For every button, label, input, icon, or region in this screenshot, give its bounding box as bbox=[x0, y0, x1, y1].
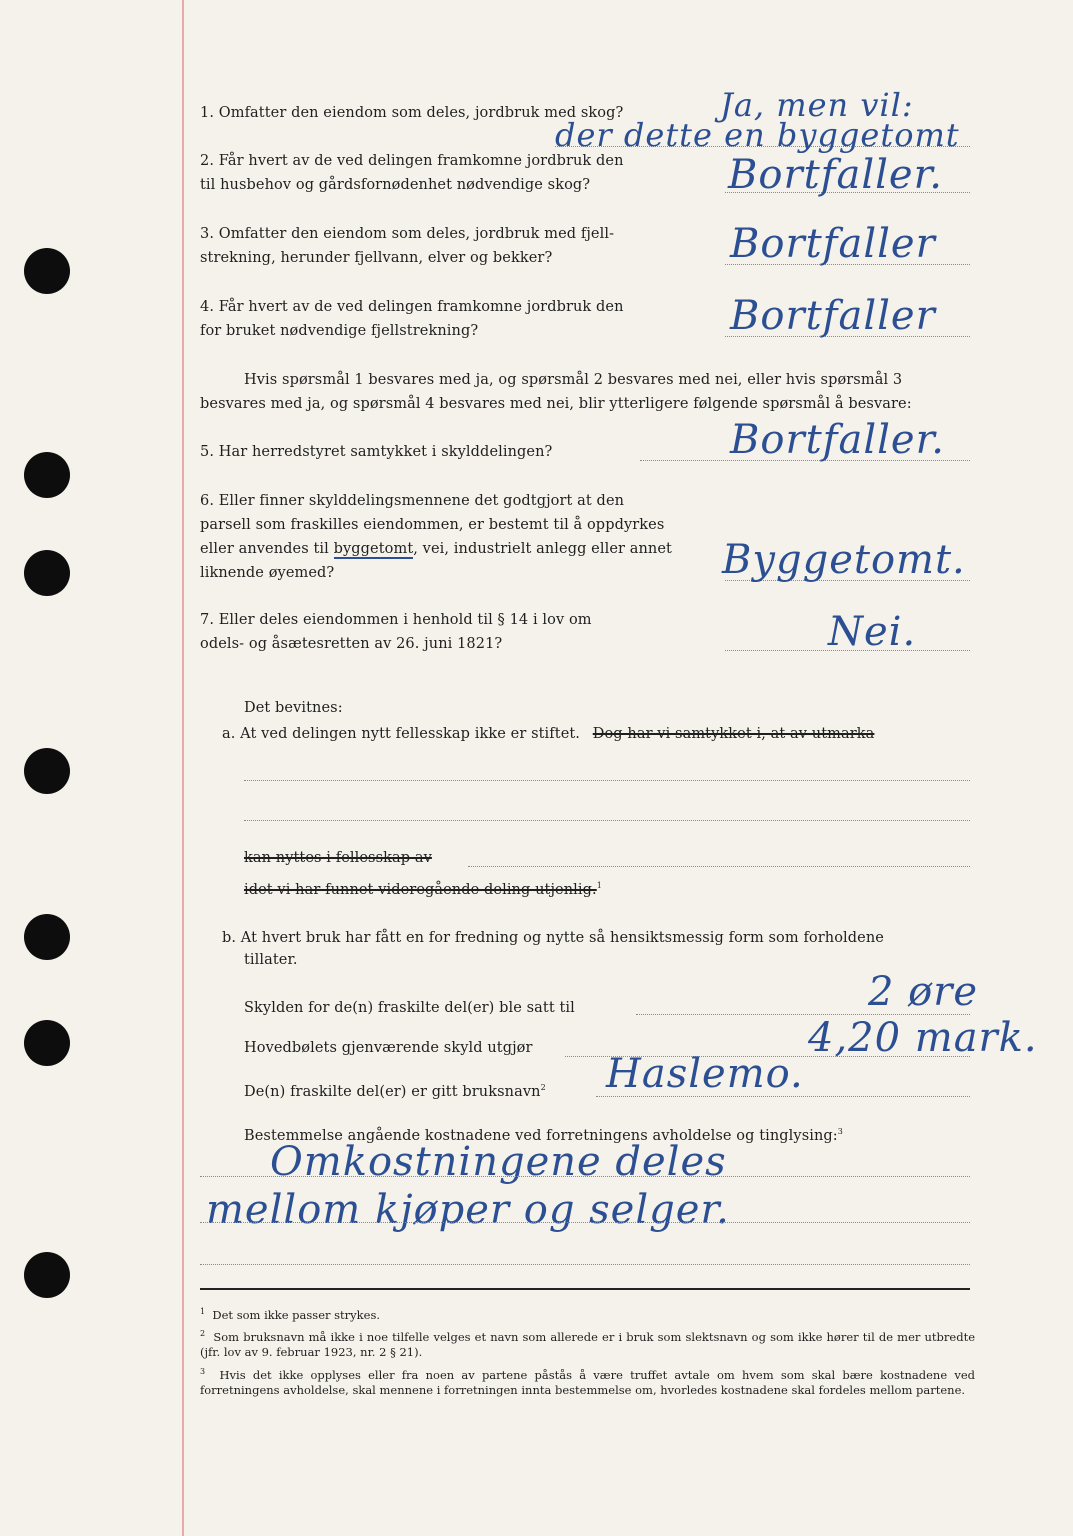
footnote-3: $^3$ Hvis det ikke opplyses eller fra noen av partene påstås å være truffet avtale om hvem som skal bære kostnadene ved forretningens avholdelse, skal mennene i forretningen innta bestemmelse om, hvorledes kostnadene skal fordeles mellom partene. bbox=[200, 1367, 976, 1397]
answer-3: Bortfaller bbox=[730, 221, 936, 267]
question-4: 4. Får hvert av de ved delingen framkomne jordbruk den for bruket nødvendige fjellstrekning? bbox=[200, 299, 624, 339]
attest-b-line-1: b. At hvert bruk har fått en for fredning og nytte så hensiktsmessig form som forholdene bbox=[222, 930, 884, 946]
underlined-byggetomt: byggetomt bbox=[333, 541, 414, 557]
struck-line-2: kan nyttes i fellesskap av bbox=[244, 850, 432, 866]
navn-label: De(n) fraskilte del(er) er gitt bruksnavn$^2$ bbox=[244, 1083, 546, 1100]
instruction-line-1: Hvis spørsmål 1 besvares med ja, og spørsmål 2 besvares med nei, eller hvis spørsmål 3 bbox=[244, 372, 903, 388]
skyld-label: Skylden for de(n) fraskilte del(er) ble satt til bbox=[244, 1000, 575, 1016]
blank-line bbox=[244, 780, 970, 781]
skyld-value: 2 øre bbox=[868, 969, 979, 1015]
answer-2: Bortfaller. bbox=[728, 152, 944, 198]
margin-line bbox=[182, 0, 184, 1536]
punch-hole bbox=[24, 748, 70, 794]
punch-hole bbox=[24, 1020, 70, 1066]
kost-value-line-1: Omkostningene deles bbox=[270, 1139, 727, 1185]
blank-line bbox=[468, 866, 970, 867]
struck-line-3: idet vi har funnet videregående deling utjenlig.$^1$ bbox=[244, 881, 602, 898]
footnote-1: $^1$ Det som ikke passer strykes. bbox=[200, 1307, 380, 1322]
attest-heading: Det bevitnes: bbox=[244, 700, 343, 716]
answer-7: Nei. bbox=[828, 609, 917, 655]
question-1: 1. Omfatter den eiendom som deles, jordbruk med skog? bbox=[200, 105, 624, 121]
punch-hole bbox=[24, 914, 70, 960]
question-2: 2. Får hvert av de ved delingen framkomne jordbruk den til husbehov og gårdsfornødenhet nødvendige skog? bbox=[200, 153, 624, 193]
question-6: 6. Eller finner skylddelingsmennene det godtgjort at den parsell som fraskilles eiendommen, er bestemt til å oppdyrkes eller anvendes til byggetomt, vei, industrielt anlegg eller annet liknende øyemed? bbox=[200, 493, 672, 581]
navn-value: Haslemo. bbox=[606, 1051, 804, 1097]
question-7: 7. Eller deles eiendommen i henhold til § 14 i lov om odels- og åsætesretten av 26. juni 1821? bbox=[200, 612, 592, 652]
answer-1-line-2: der dette en byggetomt bbox=[555, 116, 960, 154]
punch-hole bbox=[24, 550, 70, 596]
kost-line-1 bbox=[200, 1176, 970, 1177]
kost-line-3 bbox=[200, 1264, 970, 1265]
instruction-line-2: besvares med ja, og spørsmål 4 besvares med nei, blir ytterligere følgende spørsmål å besvare: bbox=[200, 396, 912, 412]
answer-6: Byggetomt. bbox=[722, 537, 966, 583]
punch-hole bbox=[24, 1252, 70, 1298]
blank-line bbox=[244, 820, 970, 821]
attest-b-line-2: tillater. bbox=[244, 952, 298, 968]
answer-4: Bortfaller bbox=[730, 293, 936, 339]
hoved-label: Hovedbølets gjenværende skyld utgjør bbox=[244, 1040, 533, 1056]
question-5: 5. Har herredstyret samtykket i skylddelingen? bbox=[200, 444, 553, 460]
kost-label: Bestemmelse angående kostnadene ved forretningens avholdelse og tinglysing:$^3$ bbox=[244, 1127, 843, 1144]
answer-1-line-1: Ja, men vil: bbox=[720, 86, 914, 124]
kost-line-2 bbox=[200, 1222, 970, 1223]
punch-hole bbox=[24, 248, 70, 294]
answer-5: Bortfaller. bbox=[730, 417, 946, 463]
question-3: 3. Omfatter den eiendom som deles, jordbruk med fjell- strekning, herunder fjellvann, elver og bekker? bbox=[200, 226, 615, 266]
punch-hole bbox=[24, 452, 70, 498]
kost-value-line-2: mellom kjøper og selger. bbox=[206, 1187, 730, 1233]
hoved-value: 4,20 mark. bbox=[808, 1015, 1038, 1061]
attest-a: a. At ved delingen nytt fellesskap ikke er stiftet. Dog har vi samtykket i, at av utmarka bbox=[222, 726, 875, 742]
footnote-2: $^2$ Som bruksnavn må ikke i noe tilfelle velges et navn som allerede er i bruk som slektsnavn og som ikke hører til de mer utbredte (jfr. lov av 9. februar 1923, nr. 2 § 21). bbox=[200, 1329, 975, 1359]
footnote-rule bbox=[200, 1288, 970, 1290]
struck-text: Dog har vi samtykket i, at av utmarka bbox=[592, 726, 875, 742]
